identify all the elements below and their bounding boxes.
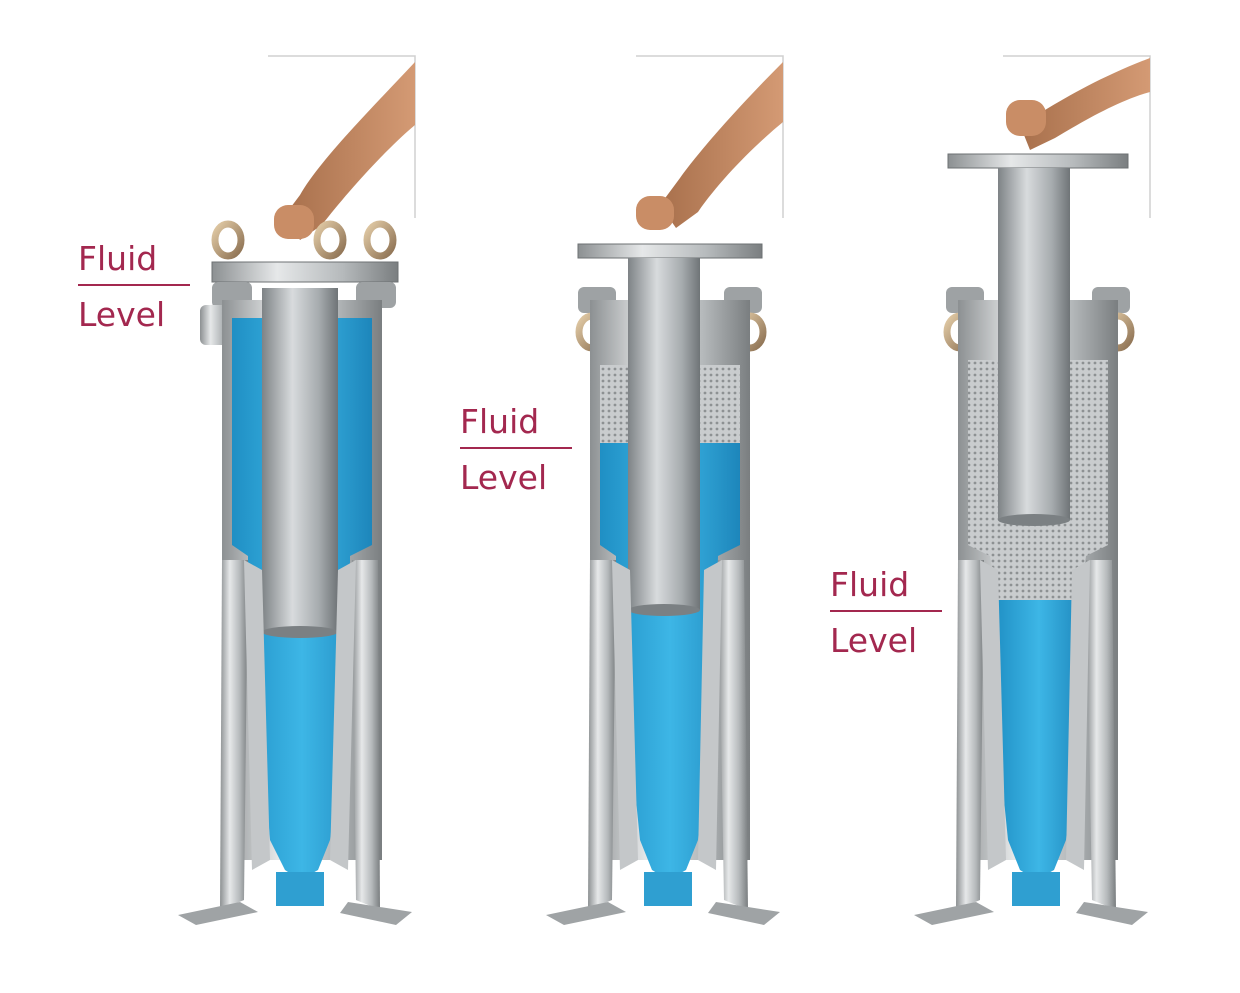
fluid-level-line [78,284,190,286]
foot-plate [546,902,626,925]
hand-icon [636,196,674,230]
center-pipe [262,288,338,632]
label-word-level: Level [78,295,166,334]
outlet-nozzle [276,872,324,906]
housing-lid [212,262,398,282]
support-leg [588,560,616,910]
hand-icon [274,205,314,239]
label-word-fluid: Fluid [78,239,158,278]
fluid-level-label-1 [78,240,190,334]
pipe-end [262,626,338,638]
label-word-level: Level [460,458,548,497]
support-leg [220,560,248,910]
label-word-level: Level [830,621,918,660]
fluid-level-line [830,610,942,612]
fluid-level-line [460,447,572,449]
filter-housing-2 [546,56,783,925]
outlet-nozzle [1012,872,1060,906]
filter-housing-1 [178,56,415,925]
support-leg [956,560,984,910]
foot-plate [914,902,994,925]
label-word-fluid: Fluid [460,402,540,441]
center-pipe [628,258,700,610]
pipe-end [998,514,1070,526]
eye-bolt-icon [317,224,343,256]
outlet-nozzle [644,872,692,906]
hand-icon [1006,100,1046,136]
arm-icon [660,62,783,228]
eye-bolt-icon [367,224,393,256]
fluid-level-label-3 [830,566,942,660]
fluid-level-label-2 [460,403,572,497]
housing-lid [948,154,1128,168]
pipe-end [628,604,700,616]
support-leg [352,560,380,910]
filter-housing-3 [914,56,1150,925]
eye-bolt-icon [215,224,241,256]
center-pipe [998,168,1070,520]
label-word-fluid: Fluid [830,565,910,604]
housing-lid [578,244,762,258]
foot-plate [178,902,258,925]
